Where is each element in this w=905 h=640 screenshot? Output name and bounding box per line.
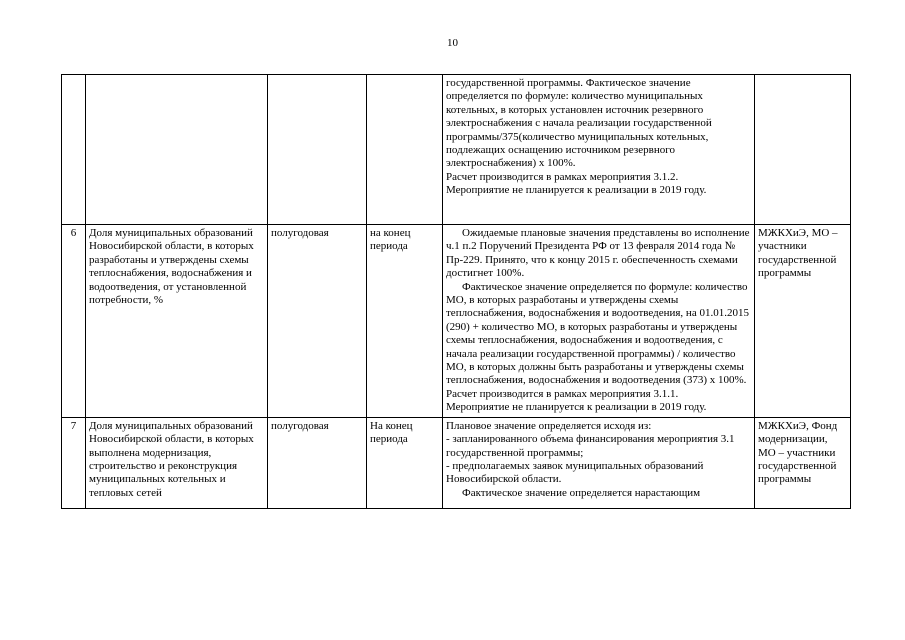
description-paragraph: государственной программы. Фактическое значение определяется по формуле: количество муниципальных котельных, в которых установлен источник резервного электроснабжения с начала реализации государственной программы/375(количество муниципальных котельных, подлежащих оснащению источником резервного электроснабжения) x 100%.	[446, 77, 712, 170]
row-number-cell: 7	[62, 417, 86, 508]
table-row	[62, 417, 851, 508]
responsible-cell: МЖКХиЭ, Фонд модернизации, МО – участники государственной программы	[755, 417, 851, 508]
frequency-cell: полугодовая	[268, 417, 367, 508]
responsible-cell	[755, 75, 851, 225]
frequency-cell: полугодовая	[268, 225, 367, 418]
description-paragraph: Ожидаемые плановые значения представлены во исполнение ч.1 п.2 Поручений Президента РФ от 13 февраля 2014 года № Пр-229. Принято, что к концу 2015 г. обеспеченность схемами достигнет 100%.	[446, 227, 750, 280]
method-description-cell	[443, 225, 755, 418]
table-row	[62, 75, 851, 225]
description-paragraph: - запланированного объема финансирования мероприятия 3.1 государственной программы;	[446, 433, 735, 459]
description-paragraph: Расчет производится в рамках мероприятия 3.1.1.	[446, 387, 679, 400]
indicator-name-cell	[86, 75, 268, 225]
period-cell	[367, 75, 443, 225]
method-description-cell	[443, 417, 755, 508]
description-paragraph: Мероприятие не планируется к реализации в 2019 году.	[446, 184, 707, 197]
responsible-cell: МЖКХиЭ, МО – участники государственной программы	[755, 225, 851, 418]
page-number: 10	[447, 37, 458, 49]
description-paragraph: Мероприятие не планируется к реализации в 2019 году.	[446, 401, 707, 414]
description-paragraph: Фактическое значение определяется по формуле: количество МО, в которых разработаны и утверждены схемы теплоснабжения, водоснабжения и водоотведения, на 01.01.2015 (290) + количество МО, в которых разработаны и утверждены схемы теплоснабжения, водоснабжения и водоотведения, с начала реализации государственной программы) / количество МО, в которых должны быть разработаны и утверждены схемы теплоснабжения, водоснабжения и водоотведения (373) x 100%.	[446, 280, 749, 387]
method-description-cell	[443, 75, 755, 225]
indicator-name-cell: Доля муниципальных образований Новосибирской области, в которых разработаны и утверждены схемы теплоснабжения, водоснабжения и водоотведения, от установленной потребности, %	[86, 225, 268, 418]
frequency-cell	[268, 75, 367, 225]
description-paragraph: Фактическое значение определяется нарастающим	[462, 486, 701, 499]
row-number-cell	[62, 75, 86, 225]
period-cell: На конец периода	[367, 417, 443, 508]
indicator-name-cell: Доля муниципальных образований Новосибирской области, в которых выполнена модернизация, строительство и реконструкция муниципальных котельных и тепловых сетей	[86, 417, 268, 508]
period-cell: на конец периода	[367, 225, 443, 418]
description-paragraph: Расчет производится в рамках мероприятия 3.1.2.	[446, 170, 679, 183]
table-row	[62, 225, 851, 418]
description-paragraph: - предполагаемых заявок муниципальных образований Новосибирской области.	[446, 459, 704, 486]
row-number-cell: 6	[62, 225, 86, 418]
description-paragraph: Плановое значение определяется исходя из:	[446, 419, 652, 432]
indicator-table	[61, 74, 851, 509]
